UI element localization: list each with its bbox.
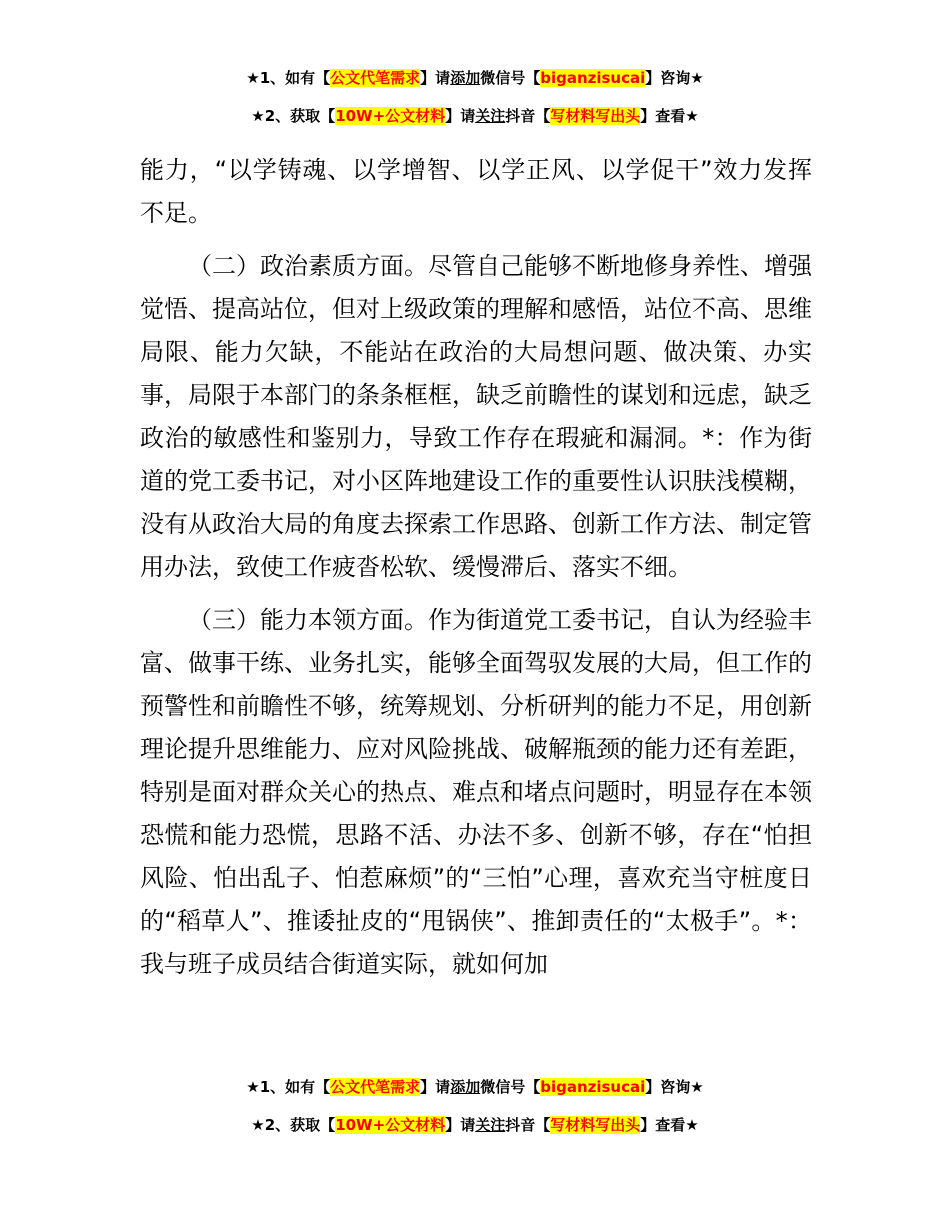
header-promo-line-1: [0, 68, 950, 88]
header-line1-underline: 添加: [450, 69, 481, 87]
footer-line2-mid2: 抖音【: [505, 1116, 551, 1134]
footer-line1-mid1: 】请: [420, 1078, 451, 1096]
paragraph-continuation: 能力，“以学铸魂、以学增智、以学正风、以学促干”效力发挥不足。: [140, 156, 812, 227]
header-line1-prefix: ★1、如有【: [246, 69, 331, 87]
header-line2-highlight-materials: 10W+公文材料: [335, 107, 446, 125]
footer-line2-suffix: 】查看★: [640, 1116, 699, 1134]
footer-promo-line-1: [0, 1077, 950, 1097]
paragraph-ability: （三）能力本领方面。作为街道党工委书记，自认为经验丰富、做事干练、业务扎实，能够全面驾驭发展的大局，但工作的预警性和前瞻性不够，统筹规划、分析研判的能力不足，用创新理论提升思维能力、应对风险挑战、破解瓶颈的能力还有差距，特别是面对群众关心的热点、难点和堵点问题时，明显存在本领恐慌和能力恐慌，思路不活、办法不多、创新不够，存在“怕担风险、怕出乱子、怕惹麻烦”的“三怕”心理，喜欢充当守桩度日的“稻草人”、推诿扯皮的“甩锅侠”、推卸责任的“太极手”。*：我与班子成员结合街道实际，就如何加: [140, 606, 812, 978]
footer-line1-suffix: 】咨询★: [645, 1078, 704, 1096]
footer-line2-mid1: 】请: [445, 1116, 476, 1134]
footer-line2-underline: 关注: [475, 1116, 506, 1134]
footer-promo-line-2: [0, 1115, 950, 1135]
header-line1-mid1: 】请: [420, 69, 451, 87]
footer-line1-prefix: ★1、如有【: [246, 1078, 331, 1096]
header-line1-highlight-wechat: biganzisucai: [540, 69, 646, 87]
header-line2-highlight-douyin: 写材料写出头: [550, 107, 641, 125]
footer-line2-highlight-douyin: 写材料写出头: [550, 1116, 641, 1134]
header-line2-prefix: ★2、获取【: [251, 107, 336, 125]
footer-line1-highlight-service: 公文代笔需求: [330, 1078, 421, 1096]
header-promo-line-2: [0, 106, 950, 126]
header-line1-suffix: 】咨询★: [645, 69, 704, 87]
paragraph-political-quality: （二）政治素质方面。尽管自己能够不断地修身养性、增强觉悟、提高站位，但对上级政策的理解和感悟，站位不高、思维局限、能力欠缺，不能站在政治的大局想问题、做决策、办实事，局限于本部门的条条框框，缺乏前瞻性的谋划和远虑，缺乏政治的敏感性和鉴别力，导致工作存在瑕疵和漏洞。*：作为街道的党工委书记，对小区阵地建设工作的重要性认识肤浅模糊，没有从政治大局的角度去探索工作思路、创新工作方法、制定管用办法，致使工作疲沓松软、缓慢滞后、落实不细。: [140, 252, 812, 581]
document-body: [140, 149, 812, 996]
header-line2-mid2: 抖音【: [505, 107, 551, 125]
footer-line2-prefix: ★2、获取【: [251, 1116, 336, 1134]
footer-line2-highlight-materials: 10W+公文材料: [335, 1116, 446, 1134]
header-line2-suffix: 】查看★: [640, 107, 699, 125]
footer-line1-underline: 添加: [450, 1078, 481, 1096]
header-line1-mid2: 微信号【: [480, 69, 541, 87]
footer-line1-highlight-wechat: biganzisucai: [540, 1078, 646, 1096]
header-line2-mid1: 】请: [445, 107, 476, 125]
footer-line1-mid2: 微信号【: [480, 1078, 541, 1096]
header-line2-underline: 关注: [475, 107, 506, 125]
header-line1-highlight-service: 公文代笔需求: [330, 69, 421, 87]
